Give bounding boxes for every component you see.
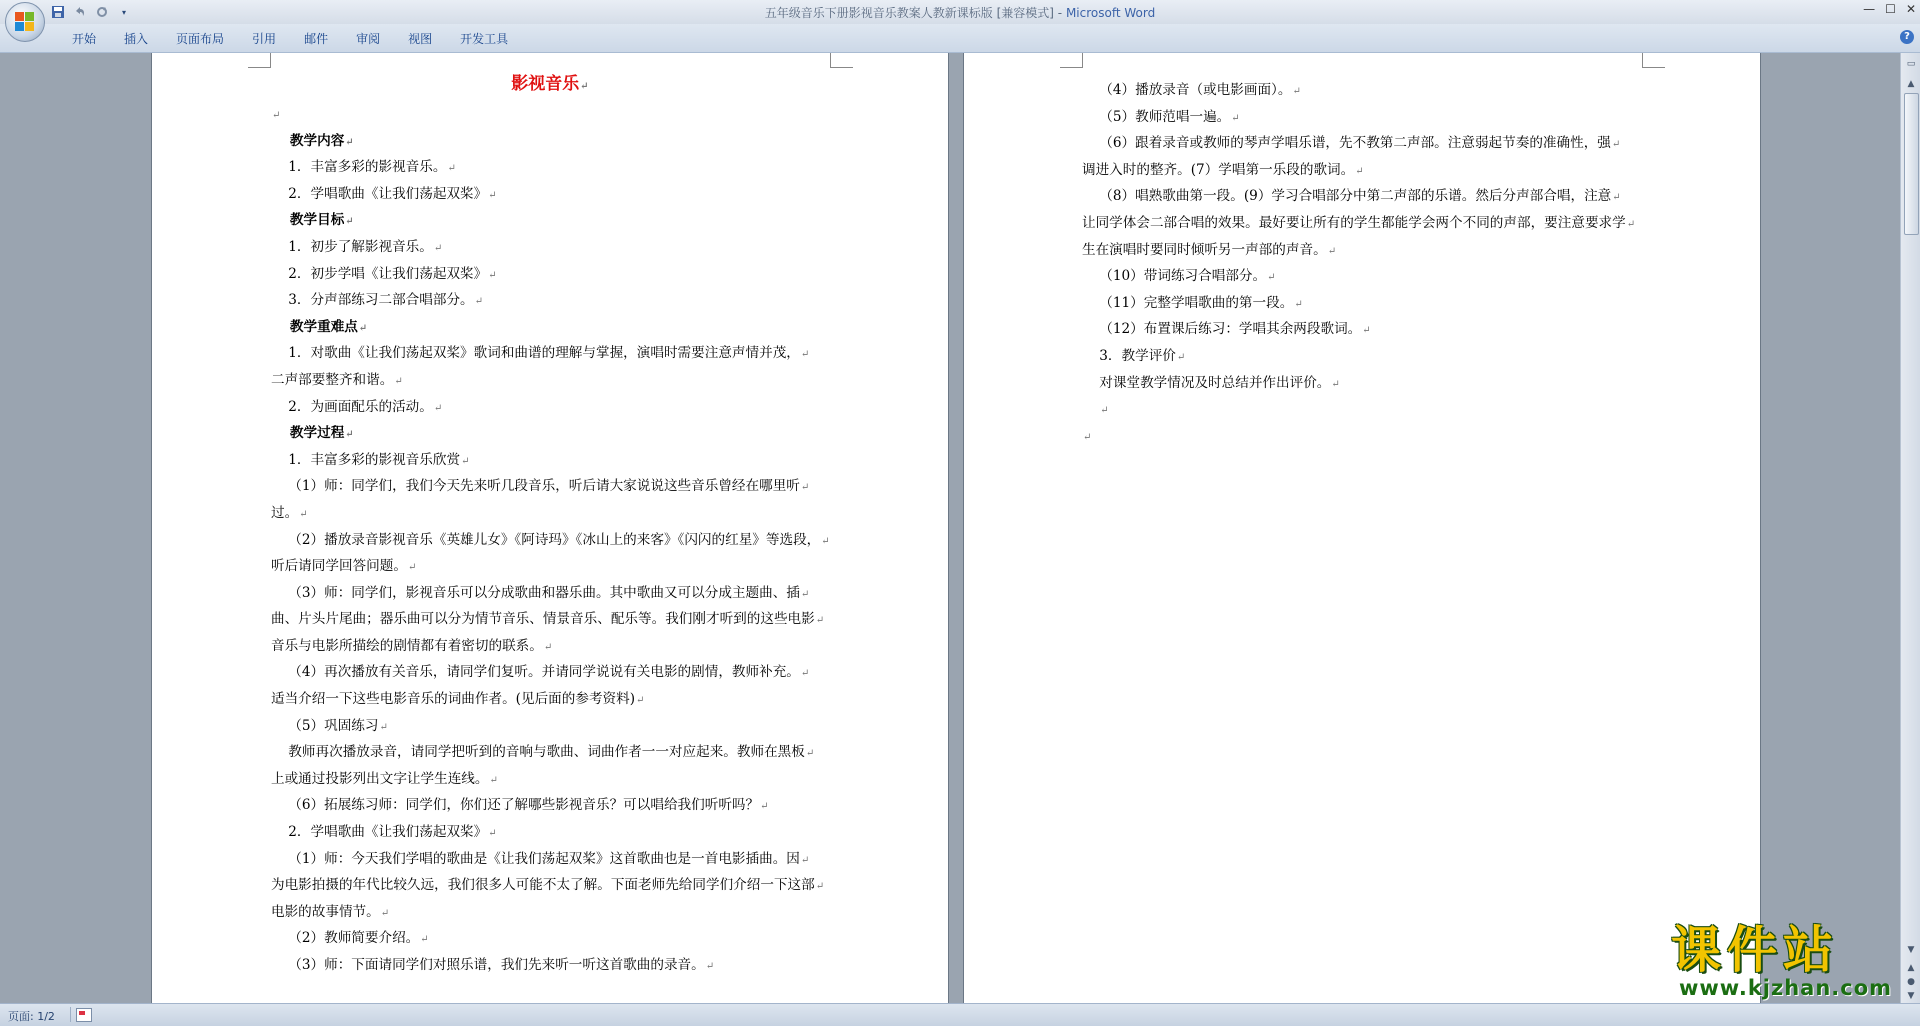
line-text: 2．学唱歌曲《让我们荡起双桨》	[271, 185, 488, 202]
document-line	[1082, 157, 1640, 184]
document-line	[271, 925, 829, 952]
paragraph-mark-icon: ↵	[299, 508, 308, 520]
prev-page-icon[interactable]: ▲	[1907, 963, 1915, 973]
document-line	[271, 473, 829, 500]
line-text: 1．初步了解影视音乐。	[271, 238, 433, 255]
line-text: 听后请同学回答问题。	[271, 558, 407, 575]
paragraph-mark-icon: ↵	[805, 748, 815, 760]
document-line	[1082, 343, 1640, 370]
document-title: 影视音乐↵	[511, 74, 589, 94]
ribbon-tabs	[58, 30, 522, 48]
proofing-status-icon[interactable]	[76, 1008, 92, 1022]
window-controls	[1863, 2, 1916, 16]
paragraph-mark-icon: ↵	[1267, 272, 1276, 284]
page-1[interactable]	[152, 53, 948, 1003]
paragraph-mark-icon: ↵	[705, 961, 715, 972]
office-logo-icon	[15, 12, 35, 32]
crop-mark	[248, 53, 271, 68]
paragraph-mark-icon: ↵	[821, 535, 830, 547]
paragraph-mark-icon: ↵	[420, 934, 429, 946]
help-icon[interactable]: ?	[1900, 30, 1914, 44]
tab-insert[interactable]: 插入	[124, 32, 149, 46]
document-line	[271, 447, 829, 474]
paragraph-mark-icon: ↵	[1331, 378, 1340, 390]
paragraph-mark-icon: ↵	[447, 163, 456, 175]
document-line	[1082, 370, 1640, 397]
document-line	[1082, 263, 1640, 290]
document-line	[271, 580, 829, 607]
line-text: 1．对歌曲《让我们荡起双桨》歌词和曲谱的理解与掌握，演唱时需要注意声情并茂，	[271, 345, 800, 362]
paragraph-mark-icon: ↵	[800, 349, 810, 361]
document-line	[271, 340, 829, 367]
line-text: （4）播放录音（或电影画面）。	[1082, 82, 1292, 98]
line-text: 过。	[271, 504, 299, 521]
line-text: （2）播放录音影视音乐《英雄儿女》《阿诗玛》《冰山上的来客》《闪闪的红星》等选段，	[271, 531, 821, 548]
page-1-text[interactable]	[271, 67, 829, 979]
page-counter[interactable]: 页面: 1/2	[8, 1010, 55, 1023]
browse-object-icon[interactable]: ●	[1907, 977, 1915, 987]
paragraph-mark-icon: ↵	[380, 907, 390, 919]
paragraph-mark-icon: ↵	[433, 242, 443, 254]
line-text	[1082, 401, 1099, 417]
line-text: 电影的故事情节。	[271, 903, 380, 920]
document-line	[271, 952, 829, 979]
line-text: 教学过程	[271, 425, 345, 442]
document-line	[1082, 290, 1640, 317]
document-line	[271, 713, 829, 740]
paragraph-mark-icon: ↵	[815, 881, 825, 893]
paragraph-mark-icon: ↵	[461, 455, 470, 467]
paragraph-mark-icon: ↵	[1100, 405, 1109, 417]
line-text: （12）布置课后练习：学唱其余两段歌词。	[1082, 321, 1362, 338]
scroll-down-icon[interactable]: ▼	[1907, 945, 1915, 955]
line-text: （4）再次播放有关音乐，请同学们复听。并请同学说说有关电影的剧情，教师补充。	[271, 664, 800, 681]
paragraph-mark-icon: ↵	[394, 375, 403, 387]
minimize-icon[interactable]: —	[1863, 2, 1876, 16]
paragraph-mark-icon: ↵	[1611, 139, 1621, 151]
paragraph-mark-icon: ↵	[800, 588, 810, 600]
tab-mailings[interactable]: 邮件	[304, 32, 329, 46]
document-line	[1082, 130, 1640, 157]
document-line	[271, 553, 829, 580]
document-name: 五年级音乐下册影视音乐教案人教新课标版 [兼容模式]	[764, 6, 1054, 20]
paragraph-mark-icon: ↵	[345, 136, 354, 148]
document-line	[271, 846, 829, 873]
line-text: （1）师：同学们，我们今天先来听几段音乐，听后请大家说说这些音乐曾经在哪里听	[271, 478, 800, 495]
app-name: Microsoft Word	[1065, 6, 1156, 20]
line-text: （5）教师范唱一遍。	[1082, 108, 1231, 125]
line-text: （2）教师简要介绍。	[271, 930, 420, 947]
tab-view[interactable]: 视图	[408, 32, 433, 46]
line-text: 适当介绍一下这些电影音乐的词曲作者。(见后面的参考资料)	[271, 691, 636, 708]
paragraph-mark-icon: ↵	[1626, 218, 1636, 230]
document-line	[271, 367, 829, 394]
document-line	[271, 101, 829, 128]
line-text: 教师再次播放录音，请同学把听到的音响与歌曲、词曲作者一一对应起来。教师在黑板	[271, 744, 805, 761]
paragraph-mark-icon: ↵	[358, 322, 368, 334]
document-line	[1082, 210, 1640, 237]
line-text: 让同学体会二部合唱的效果。最好要让所有的学生都能学会两个不同的声部，要注意要求学	[1082, 214, 1626, 231]
scrollbar-thumb[interactable]	[1904, 93, 1919, 235]
document-line	[271, 234, 829, 261]
line-text: 上或通过投影列出文字让学生连线。	[271, 770, 489, 787]
section-heading	[271, 314, 829, 341]
document-line	[271, 181, 829, 208]
document-line	[271, 792, 829, 819]
paragraph-mark-icon: ↵	[1612, 192, 1621, 204]
scroll-up-icon[interactable]: ▲	[1907, 79, 1915, 89]
line-text: 3．分声部练习二部合唱部分。	[271, 292, 474, 309]
document-line	[1082, 316, 1640, 343]
line-text: 教学目标	[271, 212, 345, 229]
close-icon[interactable]: ✕	[1905, 2, 1916, 16]
paragraph-mark-icon: ↵	[488, 269, 497, 281]
document-line	[271, 766, 829, 793]
document-line	[1082, 183, 1640, 210]
title-bar	[0, 0, 1920, 24]
tab-references[interactable]: 引用	[252, 32, 277, 46]
line-text: 教学内容	[271, 132, 345, 149]
paragraph-mark-icon: ↵	[1294, 298, 1303, 310]
document-line	[1082, 104, 1640, 131]
paragraph-mark-icon: ↵	[800, 482, 810, 494]
page-2[interactable]	[964, 53, 1760, 1003]
paragraph-mark-icon: ↵	[800, 668, 810, 680]
document-line	[1082, 237, 1640, 264]
line-text: （8）唱熟歌曲第一段。(9）学习合唱部分中第二声部的乐谱。然后分声部合唱，注意	[1082, 188, 1612, 205]
line-text: 二声部要整齐和谐。	[271, 371, 394, 388]
paragraph-mark-icon: ↵	[1083, 431, 1092, 443]
tab-page-layout[interactable]: 页面布局	[176, 32, 225, 46]
paragraph-mark-icon: ↵	[1327, 245, 1337, 257]
status-bar	[0, 1003, 1920, 1026]
status-divider	[70, 1007, 71, 1022]
line-text: （3）师：同学们，影视音乐可以分成歌曲和器乐曲。其中歌曲又可以分成主题曲、插	[271, 584, 800, 601]
paragraph-mark-icon: ↵	[760, 801, 769, 813]
paragraph-mark-icon: ↵	[379, 721, 388, 733]
paragraph-mark-icon: ↵	[1176, 351, 1186, 363]
document-workspace	[0, 53, 1900, 1003]
tab-review[interactable]: 审阅	[356, 32, 381, 46]
document-line	[271, 394, 829, 421]
paragraph-mark-icon: ↵	[474, 296, 484, 308]
paragraph-mark-icon: ↵	[1362, 325, 1371, 337]
line-text: （11）完整学唱歌曲的第一段。	[1082, 294, 1294, 311]
title-separator: -	[1053, 6, 1066, 20]
line-text: （1）师：今天我们学唱的歌曲是《让我们荡起双桨》这首歌曲也是一首电影插曲。因	[271, 850, 800, 867]
line-text: 曲、片头片尾曲；器乐曲可以分为情节音乐、情景音乐、配乐等。我们刚才听到的这些电影	[271, 611, 815, 628]
document-line	[271, 819, 829, 846]
document-line	[1082, 77, 1640, 104]
document-line	[271, 287, 829, 314]
line-text: （6）跟着录音或教师的琴声学唱乐谱，先不教第二声部。注意弱起节奏的准确性，强	[1082, 135, 1611, 152]
document-line	[271, 154, 829, 181]
watermark-url: www.kjzhan.com	[1679, 976, 1893, 1000]
crop-mark	[830, 53, 853, 68]
window-title	[0, 4, 1920, 21]
line-text: （6）拓展练习师：同学们，你们还了解哪些影视音乐？可以唱给我们听听吗？	[271, 797, 760, 814]
document-line	[271, 739, 829, 766]
tab-developer[interactable]: 开发工具	[460, 32, 509, 46]
customize-icon[interactable]: ▾	[121, 7, 126, 17]
document-line	[271, 872, 829, 899]
line-text: （3）师：下面请同学们对照乐谱，我们先来听一听这首歌曲的录音。	[271, 957, 705, 973]
line-text: 2．为画面配乐的活动。	[271, 398, 433, 415]
paragraph-mark-icon: ↵	[407, 562, 417, 574]
line-text: （10）带词练习合唱部分。	[1082, 268, 1267, 285]
crop-mark	[1060, 53, 1083, 68]
paragraph-mark-icon: ↵	[345, 429, 354, 441]
document-line	[271, 500, 829, 527]
line-text: 音乐与电影所描绘的剧情都有着密切的联系。	[271, 637, 543, 654]
section-heading	[271, 420, 829, 447]
section-heading	[271, 128, 829, 155]
line-text: 2．初步学唱《让我们荡起双桨》	[271, 265, 488, 282]
document-line	[271, 686, 829, 713]
paragraph-mark-icon: ↵	[815, 615, 825, 627]
document-line	[271, 899, 829, 926]
line-text: 生在演唱时要同时倾听另一声部的声音。	[1082, 241, 1327, 258]
page-2-text[interactable]	[1082, 77, 1640, 449]
paragraph-mark-icon: ↵	[1231, 112, 1240, 124]
document-line	[1082, 396, 1640, 423]
paragraph-mark-icon: ↵	[800, 854, 810, 866]
paragraph-mark-icon: ↵	[636, 695, 645, 707]
paragraph-mark-icon: ↵	[272, 110, 281, 121]
paragraph-mark-icon: ↵	[488, 828, 497, 840]
paragraph-mark-icon: ↵	[345, 216, 354, 228]
line-text: 1．丰富多彩的影视音乐欣赏	[271, 451, 461, 468]
paragraph-mark-icon: ↵	[1292, 86, 1301, 97]
maximize-icon[interactable]: ☐	[1885, 2, 1896, 16]
watermark-logo: 课件站	[1671, 921, 1839, 979]
document-line	[271, 527, 829, 554]
ribbon-tab-bar	[0, 24, 1920, 53]
document-line	[271, 659, 829, 686]
paragraph-mark-icon: ↵	[1355, 165, 1364, 177]
line-text: 为电影拍摄的年代比较久远，我们很多人可能不太了解。下面老师先给同学们介绍一下这部	[271, 877, 815, 894]
watermark	[1665, 922, 1913, 1004]
crop-mark	[1642, 53, 1665, 68]
paragraph-mark-icon: ↵	[488, 189, 497, 201]
vertical-scrollbar[interactable]	[1900, 53, 1920, 1003]
paragraph-mark-icon: ↵	[543, 641, 553, 653]
document-line	[271, 261, 829, 288]
paragraph-mark-icon: ↵	[433, 402, 443, 414]
line-text: 对课堂教学情况及时总结并作出评价。	[1082, 374, 1331, 391]
line-text: 2．学唱歌曲《让我们荡起双桨》	[271, 824, 488, 841]
paragraph-mark-icon: ↵	[489, 774, 498, 786]
document-line	[271, 606, 829, 633]
section-heading	[271, 207, 829, 234]
line-text: 调进入时的整齐。(7）学唱第一乐段的歌词。	[1082, 161, 1355, 178]
ruler-toggle-icon[interactable]: ▭	[1906, 59, 1916, 69]
document-line	[271, 633, 829, 660]
document-line	[1082, 423, 1640, 450]
office-button[interactable]	[5, 2, 45, 42]
line-text: 1．丰富多彩的影视音乐。	[271, 159, 447, 176]
line-text: （5）巩固练习	[271, 717, 379, 734]
line-text: 教学重难点	[271, 318, 358, 335]
next-page-icon[interactable]: ▼	[1907, 991, 1915, 1001]
tab-home[interactable]: 开始	[72, 32, 97, 46]
line-text: 3．教学评价	[1082, 347, 1176, 364]
